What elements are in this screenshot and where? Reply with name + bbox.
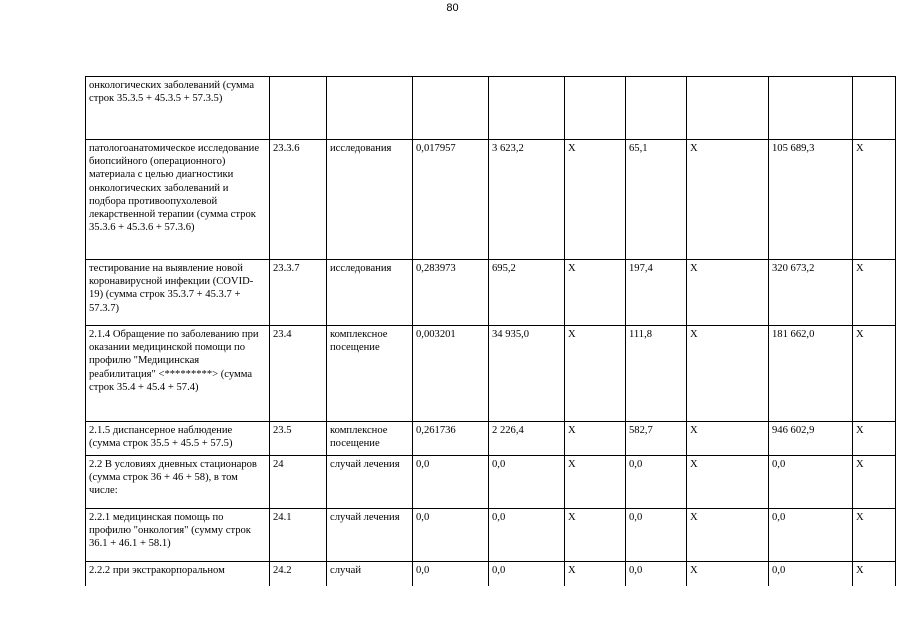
table-row (86, 456, 896, 509)
row-code-cell: 24 (270, 456, 327, 509)
unit-cell: исследования (327, 140, 413, 260)
row-code-cell: 23.3.7 (270, 260, 327, 326)
x-cell: X (853, 422, 896, 456)
value-cell: 0,0 (626, 509, 687, 562)
unit-cell: случай (327, 562, 413, 586)
x-cell: X (565, 456, 626, 509)
x-cell (687, 77, 769, 140)
volume-norm-cell: 0,261736 (413, 422, 489, 456)
cost-norm-cell: 0,0 (489, 456, 565, 509)
unit-cell: исследования (327, 260, 413, 326)
cost-norm-cell: 2 226,4 (489, 422, 565, 456)
row-name-cell: 2.1.5 диспансерное наблюдение (сумма строк 35.5 + 45.5 + 57.5) (86, 422, 270, 456)
table-body (86, 77, 896, 586)
cost-norm-cell: 0,0 (489, 509, 565, 562)
x-cell: X (687, 326, 769, 422)
value-cell (626, 77, 687, 140)
x-cell: X (853, 456, 896, 509)
total-cell: 320 673,2 (769, 260, 853, 326)
value-cell: 0,0 (626, 456, 687, 509)
x-cell: X (853, 562, 896, 586)
x-cell: X (687, 422, 769, 456)
x-cell: X (565, 260, 626, 326)
row-name-cell: 2.1.4 Обращение по заболеванию при оказании медицинской помощи по профилю "Медицинская реабилитация" <*********> (сумма строк 35.4 + 45.4 + 57.4) (86, 326, 270, 422)
table-row (86, 140, 896, 260)
x-cell: X (565, 140, 626, 260)
unit-cell: комплексное посещение (327, 422, 413, 456)
volume-norm-cell: 0,017957 (413, 140, 489, 260)
row-name-cell: 2.2.2 при экстракорпоральном (86, 562, 270, 586)
x-cell: X (687, 456, 769, 509)
row-name-cell: 2.2.1 медицинская помощь по профилю "онкология" (сумму строк 36.1 + 46.1 + 58.1) (86, 509, 270, 562)
value-cell: 0,0 (626, 562, 687, 586)
value-cell: 65,1 (626, 140, 687, 260)
x-cell: X (853, 140, 896, 260)
volume-norm-cell: 0,0 (413, 509, 489, 562)
data-table (85, 76, 896, 586)
x-cell (853, 77, 896, 140)
x-cell: X (565, 326, 626, 422)
table-row (86, 77, 896, 140)
x-cell: X (687, 562, 769, 586)
row-name-cell: тестирование на выявление новой коронавирусной инфекции (COVID-19) (сумма строк 35.3.7 + 45.3.7 + 57.3.7) (86, 260, 270, 326)
volume-norm-cell (413, 77, 489, 140)
x-cell: X (853, 509, 896, 562)
row-code-cell: 23.4 (270, 326, 327, 422)
total-cell: 946 602,9 (769, 422, 853, 456)
total-cell: 0,0 (769, 456, 853, 509)
unit-cell (327, 77, 413, 140)
x-cell: X (565, 562, 626, 586)
x-cell (565, 77, 626, 140)
volume-norm-cell: 0,283973 (413, 260, 489, 326)
cost-norm-cell: 3 623,2 (489, 140, 565, 260)
cost-norm-cell: 34 935,0 (489, 326, 565, 422)
x-cell: X (853, 260, 896, 326)
volume-norm-cell: 0,003201 (413, 326, 489, 422)
value-cell: 197,4 (626, 260, 687, 326)
unit-cell: комплексное посещение (327, 326, 413, 422)
x-cell: X (687, 509, 769, 562)
cost-norm-cell: 695,2 (489, 260, 565, 326)
x-cell: X (687, 140, 769, 260)
x-cell: X (853, 326, 896, 422)
row-name-cell: патологоанатомическое исследование биопсийного (операционного) материала с целью диагностики онкологических заболеваний и подбора противоопухолевой лекарственной терапии (сумма строк 35.3.6 + 45.3.6 + 57.3.6) (86, 140, 270, 260)
value-cell: 111,8 (626, 326, 687, 422)
table-row (86, 260, 896, 326)
total-cell: 0,0 (769, 509, 853, 562)
value-cell: 582,7 (626, 422, 687, 456)
x-cell: X (565, 422, 626, 456)
unit-cell: случай лечения (327, 456, 413, 509)
cost-norm-cell: 0,0 (489, 562, 565, 586)
table-row (86, 562, 896, 586)
row-code-cell: 23.3.6 (270, 140, 327, 260)
x-cell: X (565, 509, 626, 562)
row-name-cell: 2.2 В условиях дневных стационаров (сумма строк 36 + 46 + 58), в том числе: (86, 456, 270, 509)
volume-norm-cell: 0,0 (413, 456, 489, 509)
total-cell: 181 662,0 (769, 326, 853, 422)
x-cell: X (687, 260, 769, 326)
total-cell (769, 77, 853, 140)
row-code-cell: 24.2 (270, 562, 327, 586)
row-code-cell (270, 77, 327, 140)
table-row (86, 509, 896, 562)
table-row (86, 326, 896, 422)
total-cell: 105 689,3 (769, 140, 853, 260)
table-row (86, 422, 896, 456)
page-number: 80 (446, 2, 459, 14)
row-code-cell: 24.1 (270, 509, 327, 562)
row-code-cell: 23.5 (270, 422, 327, 456)
cost-norm-cell (489, 77, 565, 140)
volume-norm-cell: 0,0 (413, 562, 489, 586)
row-name-cell: онкологических заболеваний (сумма строк 35.3.5 + 45.3.5 + 57.3.5) (86, 77, 270, 140)
total-cell: 0,0 (769, 562, 853, 586)
unit-cell: случай лечения (327, 509, 413, 562)
